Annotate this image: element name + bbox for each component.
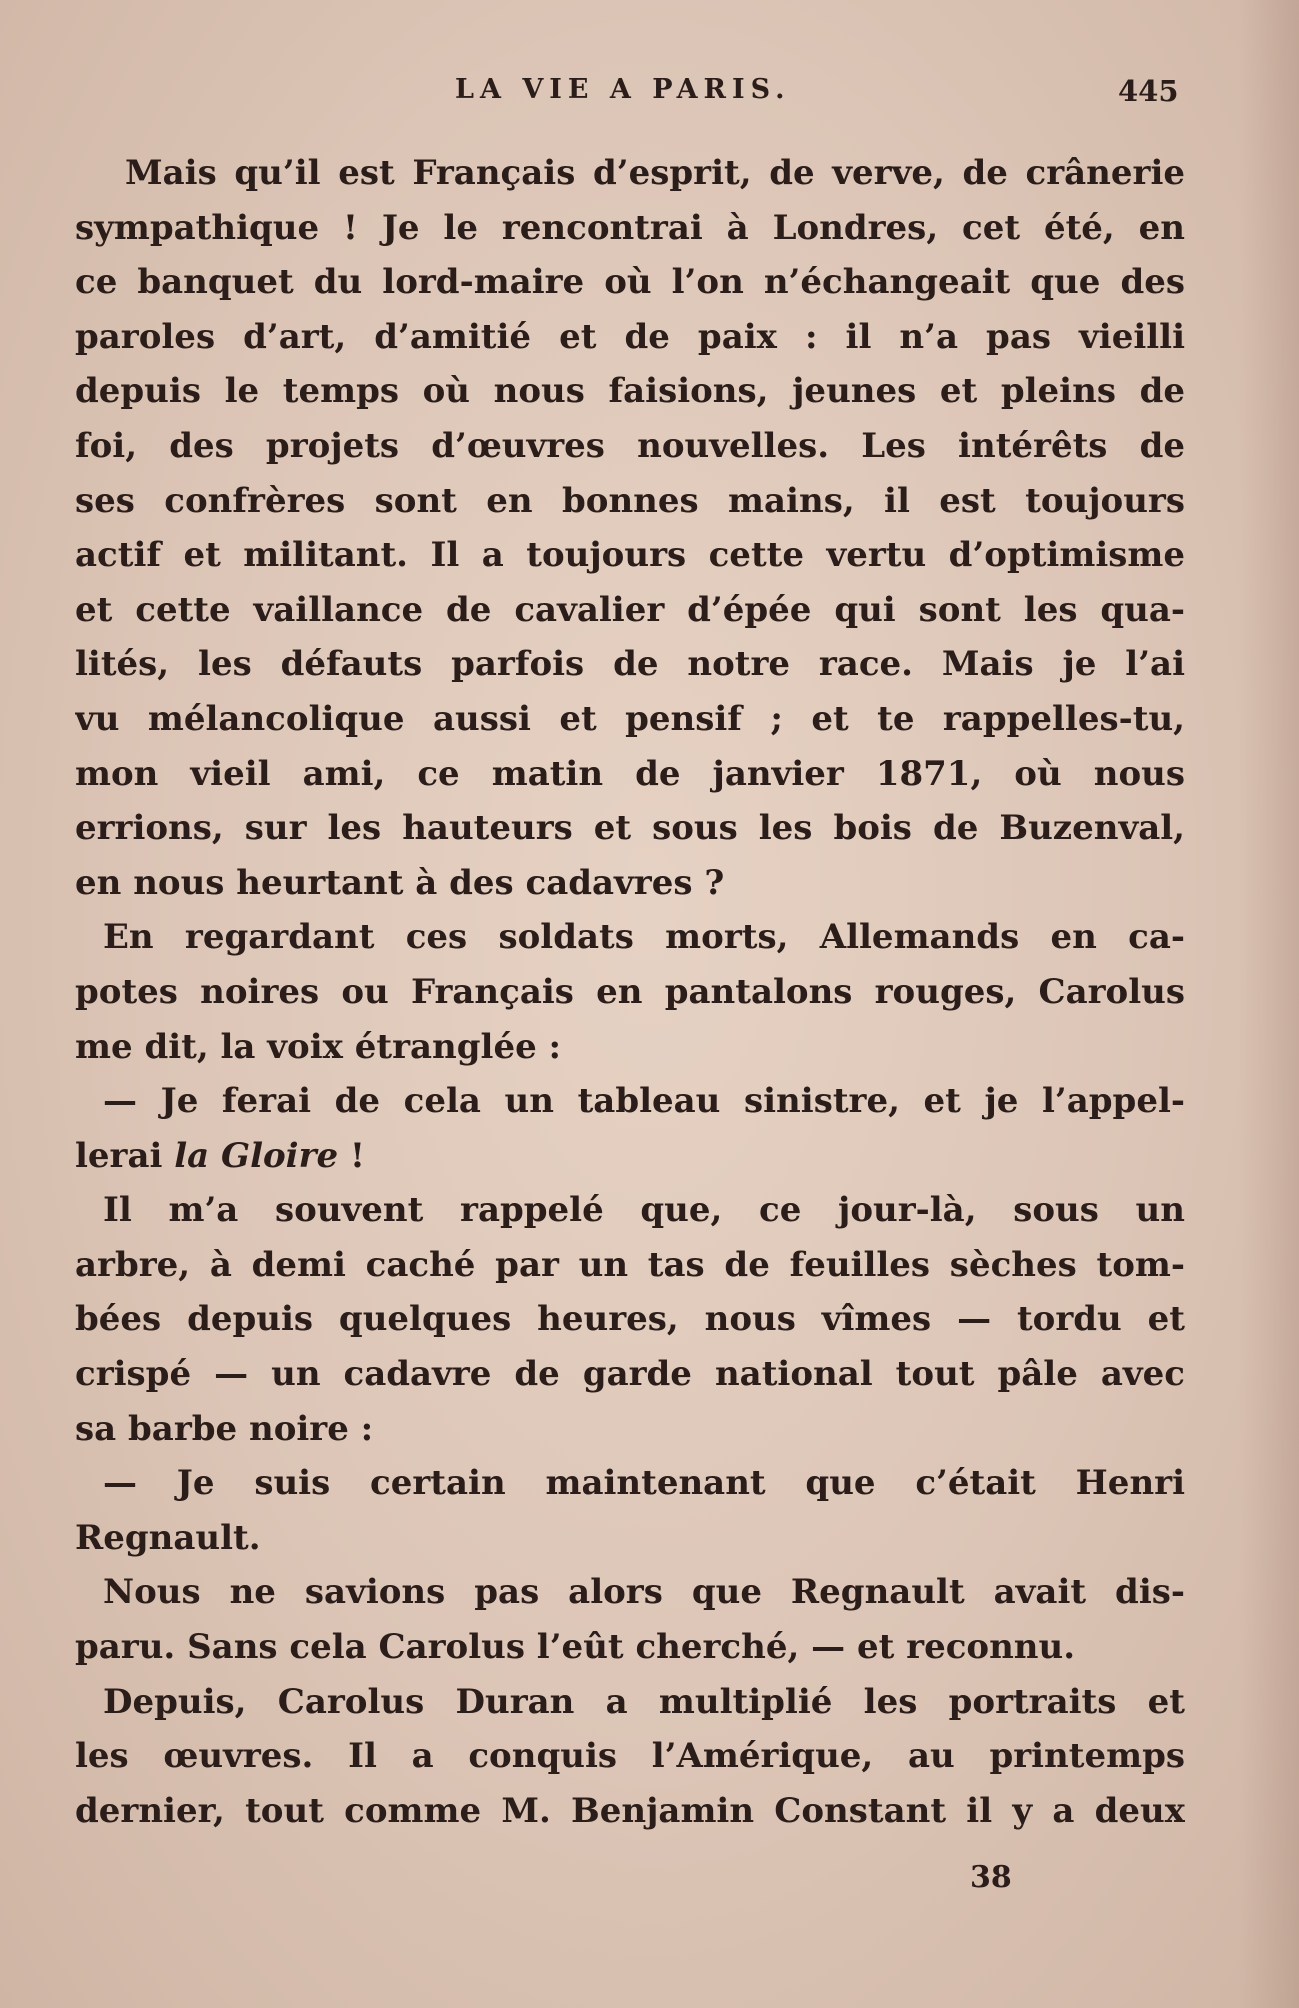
text-line-content: et cette vaillance de cavalier d’épée qui sont les qua- (75, 589, 1185, 630)
text-line-content: ses confrères sont en bonnes mains, il est toujours (75, 480, 1185, 521)
text-line-content: — Je ferai de cela un tableau sinistre, et je l’appel- (103, 1081, 1185, 1122)
text-line-content: paru. Sans cela Carolus l’eût cherché, — et reconnu. (75, 1627, 1076, 1668)
text-line (75, 1347, 1185, 1402)
text-line (75, 255, 1185, 310)
text-line-content: Nous ne savions pas alors que Regnault avait dis- (103, 1572, 1185, 1613)
text-line-content: dernier, tout comme M. Benjamin Constant il y a deux (75, 1790, 1185, 1831)
signature-mark: 38 (970, 1860, 1012, 1895)
text-line (75, 201, 1185, 256)
text-line-content: — Je suis certain maintenant que c’était Henri (103, 1463, 1185, 1504)
text-line (75, 637, 1185, 692)
text-line (75, 856, 1185, 911)
text-line (75, 1456, 1185, 1511)
italic-title: la Gloire (174, 1135, 339, 1176)
text-line (75, 310, 1185, 365)
text-line-content: mon vieil ami, ce matin de janvier 1871, où nous (75, 753, 1185, 794)
text-line-tail: ! (338, 1135, 365, 1176)
body-text (75, 146, 1185, 1838)
text-line-content: crispé — un cadavre de garde national tout pâle avec (75, 1354, 1185, 1395)
page-number: 445 (1118, 74, 1179, 108)
text-line-content: bées depuis quelques heures, nous vîmes — tordu et (75, 1299, 1185, 1340)
text-line-content: arbre, à demi caché par un tas de feuilles sèches tom- (75, 1244, 1185, 1285)
text-line (75, 1729, 1185, 1784)
text-line (75, 364, 1185, 419)
text-line (75, 1784, 1185, 1839)
text-line-content: lités, les défauts parfois de notre race. Mais je l’ai (75, 644, 1185, 685)
text-line (75, 1292, 1185, 1347)
text-line (75, 1129, 1185, 1184)
text-line (75, 1511, 1185, 1566)
text-line (75, 1565, 1185, 1620)
text-line-content: ce banquet du lord-maire où l’on n’échangeait que des (75, 262, 1185, 303)
page-edge-shadow (1239, 0, 1299, 2008)
text-line (75, 1020, 1185, 1075)
text-line (75, 528, 1185, 583)
text-line-content: Mais qu’il est Français d’esprit, de verve, de crânerie (125, 153, 1185, 193)
text-line (75, 1620, 1185, 1675)
text-line (75, 1238, 1185, 1293)
text-line (75, 1402, 1185, 1457)
text-line-content: potes noires ou Français en pantalons rouges, Carolus (75, 971, 1185, 1012)
text-line (75, 146, 1185, 201)
text-line-content: lerai (75, 1135, 175, 1176)
page-header (0, 74, 1299, 118)
text-line (75, 1074, 1185, 1129)
text-line-content: sympathique ! Je le rencontrai à Londres, cet été, en (75, 207, 1185, 248)
text-line-content: actif et militant. Il a toujours cette vertu d’optimisme (75, 535, 1185, 576)
text-line-content: Depuis, Carolus Duran a multiplié les portraits et (103, 1681, 1185, 1722)
text-line (75, 474, 1185, 529)
text-line (75, 419, 1185, 474)
text-line-content: foi, des projets d’œuvres nouvelles. Les intérêts de (75, 425, 1185, 466)
text-line-content: vu mélancolique aussi et pensif ; et te rappelles-tu, (75, 698, 1185, 739)
text-line (75, 747, 1185, 802)
text-line (75, 692, 1185, 747)
text-line-content: depuis le temps où nous faisions, jeunes et pleins de (75, 371, 1185, 412)
text-line (75, 1183, 1185, 1238)
text-line-content: sa barbe noire : (75, 1408, 374, 1449)
text-line-content: Regnault. (75, 1517, 261, 1558)
text-line (75, 801, 1185, 856)
text-line (75, 1675, 1185, 1730)
text-line-content: errions, sur les hauteurs et sous les bois de Buzenval, (75, 808, 1185, 849)
text-line-content: En regardant ces soldats morts, Allemands en ca- (103, 917, 1185, 958)
text-line-content: paroles d’art, d’amitié et de paix : il n’a pas vieilli (75, 316, 1185, 357)
text-line (75, 583, 1185, 638)
text-line-content: les œuvres. Il a conquis l’Amérique, au printemps (75, 1736, 1185, 1777)
text-line-content: Il m’a souvent rappelé que, ce jour-là, sous un (103, 1190, 1185, 1231)
text-line-content: me dit, la voix étranglée : (75, 1026, 562, 1067)
text-line (75, 965, 1185, 1020)
text-line (75, 910, 1185, 965)
text-line-content: en nous heurtant à des cadavres ? (75, 862, 725, 903)
running-title: LA VIE A PARIS. (455, 74, 791, 105)
